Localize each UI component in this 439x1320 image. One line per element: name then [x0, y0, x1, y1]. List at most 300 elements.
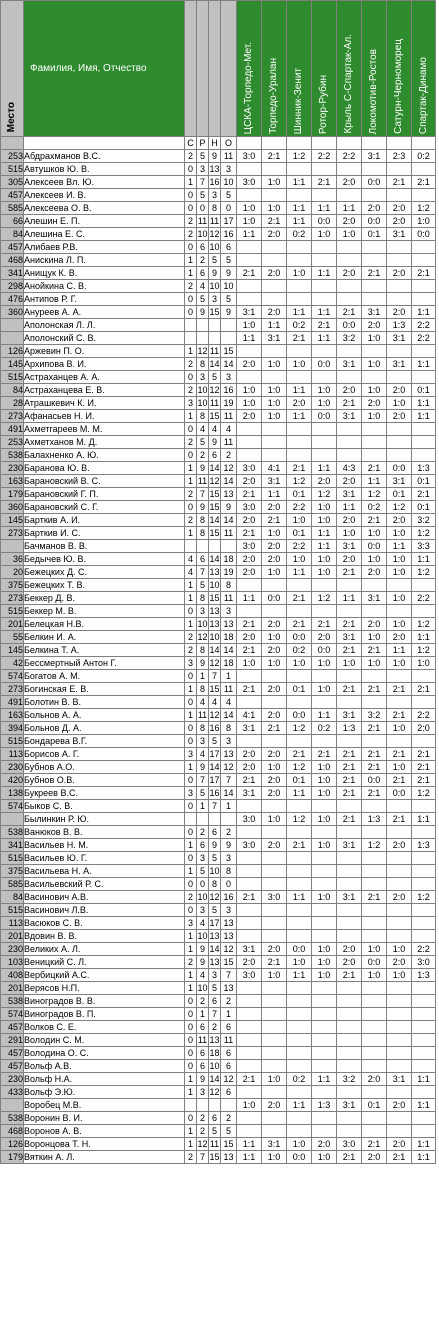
name-cell: Барановский В. С. — [24, 475, 185, 488]
table-row[interactable] — [1, 1008, 436, 1021]
stat-cell: 18 — [209, 1048, 220, 1058]
table-row[interactable] — [1, 943, 436, 956]
table-row[interactable] — [1, 241, 436, 254]
stat-cell: 0 — [185, 826, 197, 839]
name-cell: Великих А. Л. — [24, 943, 185, 956]
rank-cell: 28 — [1, 397, 24, 410]
result-cell — [287, 605, 312, 618]
result-cell: 3:0 — [237, 839, 262, 852]
table-row[interactable] — [1, 748, 436, 761]
result-cell: 2:0 — [387, 891, 412, 904]
table-row[interactable] — [1, 319, 436, 332]
table-row[interactable] — [1, 1151, 436, 1164]
result-cell — [312, 865, 337, 878]
stat-cell: 13 — [221, 1151, 237, 1164]
match-header-2[interactable] — [262, 1, 287, 137]
table-row[interactable] — [1, 1138, 436, 1151]
table-row[interactable] — [1, 436, 436, 449]
result-cell: 2:0 — [262, 943, 287, 956]
result-cell: 3:1 — [337, 410, 362, 423]
name-cell: Верясов Н.П. — [24, 982, 185, 995]
stat-cell: 2 — [197, 449, 209, 462]
result-cell — [237, 696, 262, 709]
result-cell: 0:2 — [312, 722, 337, 735]
stat-cell: 8 — [197, 683, 209, 696]
stat-cell: 14 — [221, 358, 237, 371]
result-cell: 1:2 — [412, 644, 436, 657]
stat-cell: 15 — [209, 684, 220, 694]
result-cell — [412, 1021, 436, 1034]
table-row[interactable] — [1, 410, 436, 423]
result-cell: 1:1 — [287, 202, 312, 215]
result-cell: 1:1 — [287, 215, 312, 228]
table-row[interactable] — [1, 462, 436, 475]
stat-cell: 9 — [209, 267, 221, 280]
result-cell — [312, 579, 337, 592]
table-row[interactable] — [1, 670, 436, 683]
stat-cell: 1 — [221, 670, 237, 683]
result-cell — [262, 735, 287, 748]
stat-cell: 7 — [209, 800, 221, 813]
result-cell: 2:0 — [387, 956, 412, 969]
stat-cell: 9 — [197, 1073, 209, 1086]
table-row[interactable] — [1, 631, 436, 644]
table-row[interactable] — [1, 566, 436, 579]
result-cell: 1:1 — [412, 1073, 436, 1086]
result-cell: 0:1 — [287, 527, 312, 540]
table-row[interactable] — [1, 501, 436, 514]
stat-cell: 2 — [185, 514, 197, 527]
result-cell — [337, 436, 362, 449]
result-cell — [287, 280, 312, 293]
result-cell — [362, 1034, 387, 1047]
rank-cell: 360 — [1, 501, 24, 514]
result-cell — [362, 800, 387, 813]
table-row[interactable] — [1, 930, 436, 943]
result-cell: 2:1 — [237, 1073, 262, 1086]
table-row[interactable] — [1, 1047, 436, 1060]
table-row[interactable] — [1, 215, 436, 228]
table-row[interactable] — [1, 865, 436, 878]
result-cell: 3:1 — [262, 475, 287, 488]
stat-cell — [197, 332, 209, 345]
stat-cell: 1 — [197, 1008, 209, 1021]
result-cell: 2:0 — [362, 566, 387, 579]
result-cell — [362, 670, 387, 683]
table-row[interactable] — [1, 1021, 436, 1034]
table-row[interactable] — [1, 384, 436, 397]
stat-cell: 4 — [221, 423, 237, 436]
result-cell — [237, 241, 262, 254]
result-cell: 1:0 — [312, 956, 337, 969]
table-row[interactable] — [1, 423, 436, 436]
stat-cell: 3 — [185, 748, 197, 761]
result-cell: 0:2 — [287, 319, 312, 332]
table-row[interactable] — [1, 1060, 436, 1073]
result-cell — [412, 735, 436, 748]
table-row[interactable] — [1, 956, 436, 969]
stat-cell: 6 — [221, 1047, 237, 1060]
name-cell: Автушков Ю. В. — [24, 163, 185, 176]
result-cell: 1:0 — [387, 969, 412, 982]
stat-cell: 1 — [185, 1138, 197, 1151]
stat-cell: 12 — [221, 462, 237, 475]
name-cell: Больнов Д. А. — [24, 722, 185, 735]
match-header-6[interactable] — [362, 1, 387, 137]
stat-cell: 0 — [197, 878, 209, 891]
rank-cell: 408 — [1, 969, 24, 982]
stat-cell: 1 — [185, 839, 197, 852]
result-cell — [237, 826, 262, 839]
table-row[interactable] — [1, 592, 436, 605]
stat-cell: 12 — [221, 943, 237, 956]
table-row[interactable] — [1, 267, 436, 280]
stat-cell: 11 — [197, 216, 208, 226]
table-row[interactable] — [1, 202, 436, 215]
table-row[interactable] — [1, 449, 436, 462]
result-cell: 2:1 — [387, 748, 412, 761]
match-label: Шинник-Зенит — [293, 67, 304, 134]
stat-cell: 0 — [185, 189, 197, 202]
stat-cell: 14 — [221, 709, 237, 722]
result-cell — [387, 241, 412, 254]
result-cell — [262, 826, 287, 839]
result-cell — [412, 280, 436, 293]
rank-cell: 457 — [1, 241, 24, 254]
result-cell — [412, 1008, 436, 1021]
result-cell: 2:1 — [337, 397, 362, 410]
result-cell — [262, 163, 287, 176]
stat-cell: 4 — [185, 566, 197, 579]
name-cell: Борисов А. Г. — [24, 748, 185, 761]
result-cell: 2:1 — [362, 514, 387, 527]
result-cell: 3:1 — [387, 332, 412, 345]
stat-cell: 2 — [185, 956, 197, 969]
table-row[interactable] — [1, 917, 436, 930]
result-cell: 2:0 — [262, 540, 287, 553]
name-header[interactable]: Фамилия, Имя, Отчество — [24, 1, 185, 137]
result-cell — [287, 826, 312, 839]
stat-cell: 8 — [197, 410, 209, 423]
result-cell: 2:0 — [262, 1099, 287, 1112]
stat-cell: 2 — [185, 436, 197, 449]
result-cell — [237, 254, 262, 267]
table-row[interactable] — [1, 1112, 436, 1125]
result-cell — [387, 293, 412, 306]
result-cell: 1:1 — [412, 1099, 436, 1112]
stat-cell: 14 — [209, 944, 220, 954]
result-cell — [337, 1086, 362, 1099]
table-row[interactable] — [1, 527, 436, 540]
table-row[interactable] — [1, 475, 436, 488]
result-cell — [337, 852, 362, 865]
rank-cell: 476 — [1, 293, 24, 306]
stat-cell: 5 — [209, 254, 221, 267]
rank-cell: 457 — [1, 1060, 24, 1073]
table-row[interactable] — [1, 579, 436, 592]
name-cell: Бежецких Д. С. — [24, 566, 185, 579]
rank-header[interactable] — [1, 1, 24, 137]
result-cell — [387, 436, 412, 449]
stat-cell: 6 — [197, 839, 209, 852]
name-cell: Виноградов В. В. — [24, 995, 185, 1008]
table-row[interactable] — [1, 150, 436, 163]
stat-cell: 3 — [197, 904, 209, 917]
stat-label: Н — [209, 137, 221, 150]
rank-cell: 273 — [1, 410, 24, 423]
result-cell: 1:1 — [337, 592, 362, 605]
result-cell: 1:1 — [412, 397, 436, 410]
result-cell: 1:2 — [287, 761, 312, 774]
result-cell — [312, 605, 337, 618]
result-cell — [412, 670, 436, 683]
result-cell: 2:0 — [262, 228, 287, 241]
name-cell: Воронов А. В. — [24, 1125, 185, 1138]
result-cell — [337, 930, 362, 943]
result-cell: 2:1 — [362, 1138, 387, 1151]
stat-cell: 7 — [197, 774, 209, 787]
table-row[interactable] — [1, 774, 436, 787]
stat-cell: 10 — [209, 1061, 220, 1071]
result-cell — [387, 735, 412, 748]
stat-cell: 1 — [185, 943, 197, 956]
table-row[interactable] — [1, 306, 436, 319]
stat-cell: 10 — [197, 385, 208, 395]
table-row[interactable] — [1, 397, 436, 410]
table-row[interactable] — [1, 800, 436, 813]
stat-cell: 7 — [209, 1008, 221, 1021]
rank-cell — [1, 813, 24, 826]
result-cell — [312, 189, 337, 202]
result-cell: 2:0 — [237, 358, 262, 371]
result-cell — [312, 163, 337, 176]
result-cell: 0:1 — [362, 1099, 387, 1112]
result-cell — [262, 345, 287, 358]
table-row[interactable] — [1, 878, 436, 891]
match-header-8[interactable] — [412, 1, 436, 137]
table-row[interactable] — [1, 761, 436, 774]
table-row[interactable] — [1, 540, 436, 553]
result-cell: 3:1 — [237, 306, 262, 319]
result-cell: 2:2 — [287, 501, 312, 514]
stat-cell: 6 — [221, 1021, 237, 1034]
match-header-5[interactable] — [337, 1, 362, 137]
stat-cell — [185, 1099, 197, 1112]
table-row[interactable] — [1, 709, 436, 722]
table-row[interactable] — [1, 371, 436, 384]
result-cell: 2:1 — [387, 709, 412, 722]
table-row[interactable] — [1, 696, 436, 709]
table-row[interactable] — [1, 332, 436, 345]
match-label: Торпедо-Уралан — [268, 58, 279, 134]
rank-cell: 273 — [1, 592, 24, 605]
name-cell: Алешина Е. С. — [24, 228, 185, 241]
table-row[interactable] — [1, 345, 436, 358]
stat-cell: 2 — [185, 358, 197, 371]
name-cell: Васюков С. В. — [24, 917, 185, 930]
stat-cell: 2 — [197, 1125, 209, 1138]
table-row[interactable] — [1, 189, 436, 202]
result-cell: 1:0 — [412, 657, 436, 670]
rank-cell: 201 — [1, 982, 24, 995]
result-cell — [337, 1112, 362, 1125]
rank-cell: 360 — [1, 306, 24, 319]
name-cell: Вольф А.В. — [24, 1060, 185, 1073]
result-cell: 1:2 — [387, 501, 412, 514]
table-row[interactable] — [1, 553, 436, 566]
result-cell: 1:1 — [237, 592, 262, 605]
result-cell — [237, 1125, 262, 1138]
table-row[interactable] — [1, 787, 436, 800]
stat-cell: 11 — [197, 1035, 208, 1045]
table-row[interactable] — [1, 839, 436, 852]
result-cell: 4:3 — [337, 462, 362, 475]
table-row[interactable] — [1, 358, 436, 371]
table-row[interactable] — [1, 605, 436, 618]
result-cell: 3:0 — [237, 150, 262, 163]
result-cell: 2:0 — [262, 748, 287, 761]
stat-cell: 19 — [221, 566, 237, 579]
rank-cell: 515 — [1, 605, 24, 618]
table-row[interactable] — [1, 1034, 436, 1047]
result-cell: 3:1 — [387, 358, 412, 371]
stat-cell: 18 — [221, 631, 237, 644]
result-cell — [237, 904, 262, 917]
table-row[interactable] — [1, 683, 436, 696]
table-row[interactable] — [1, 514, 436, 527]
table-row[interactable] — [1, 254, 436, 267]
stat-cell: 11 — [209, 346, 220, 356]
table-row[interactable] — [1, 995, 436, 1008]
match-label: Сатурн-Черноморец — [393, 39, 404, 134]
table-row[interactable] — [1, 1073, 436, 1086]
table-row[interactable] — [1, 163, 436, 176]
name-cell: Бежецких Т. В. — [24, 579, 185, 592]
table-row[interactable] — [1, 735, 436, 748]
rank-cell: 457 — [1, 1021, 24, 1034]
table-row[interactable] — [1, 1099, 436, 1112]
result-cell — [412, 436, 436, 449]
stat-cell: 0 — [185, 1047, 197, 1060]
match-label: Локомотив-Ростов — [368, 48, 379, 134]
table-row[interactable] — [1, 1086, 436, 1099]
result-cell: 1:0 — [412, 215, 436, 228]
result-cell: 2:1 — [262, 150, 287, 163]
stat-cell: 0 — [185, 696, 197, 709]
result-cell: 1:1 — [387, 644, 412, 657]
stat-cell: 7 — [221, 774, 237, 787]
result-cell: 0:2 — [287, 1073, 312, 1086]
result-cell — [337, 163, 362, 176]
match-header-7[interactable] — [387, 1, 412, 137]
result-cell: 0:2 — [412, 150, 436, 163]
stat-cell: 0 — [185, 202, 197, 215]
result-cell — [262, 436, 287, 449]
stat-cell: 13 — [209, 164, 220, 174]
result-cell: 2:0 — [237, 410, 262, 423]
rank-cell: 253 — [1, 436, 24, 449]
result-cell — [362, 696, 387, 709]
result-cell — [337, 735, 362, 748]
table-row[interactable] — [1, 722, 436, 735]
result-cell: 3:2 — [412, 514, 436, 527]
stat-cell: 13 — [221, 917, 237, 930]
result-cell: 1:3 — [412, 839, 436, 852]
stat-cell: 2 — [185, 215, 197, 228]
stat-cell — [185, 319, 197, 332]
table-row[interactable] — [1, 280, 436, 293]
rank-cell — [1, 1099, 24, 1112]
result-cell: 1:1 — [412, 358, 436, 371]
match-label: Спартак-Динамо — [417, 56, 429, 134]
result-cell: 1:1 — [287, 306, 312, 319]
rank-cell: 515 — [1, 852, 24, 865]
stat-cell: 13 — [209, 619, 220, 629]
result-cell — [312, 1047, 337, 1060]
name-cell: Воробец М.В. — [24, 1099, 185, 1112]
result-cell: 3:0 — [237, 969, 262, 982]
table-row[interactable] — [1, 826, 436, 839]
table-row[interactable] — [1, 176, 436, 189]
stat-cell: 3 — [221, 852, 237, 865]
table-row[interactable] — [1, 982, 436, 995]
match-header-3[interactable] — [287, 1, 312, 137]
table-row[interactable] — [1, 969, 436, 982]
result-cell: 2:0 — [362, 1151, 387, 1164]
rank-cell: 126 — [1, 1138, 24, 1151]
stat-label: О — [221, 137, 237, 150]
result-cell: 2:1 — [287, 592, 312, 605]
table-row[interactable] — [1, 813, 436, 826]
name-cell: Аполонская Л. Л. — [24, 319, 185, 332]
result-cell — [237, 1060, 262, 1073]
table-row[interactable] — [1, 488, 436, 501]
stat-cell: 12 — [197, 346, 208, 356]
rank-cell: 457 — [1, 189, 24, 202]
result-cell — [337, 371, 362, 384]
result-cell: 3:0 — [412, 956, 436, 969]
result-cell — [287, 1125, 312, 1138]
table-row[interactable] — [1, 904, 436, 917]
table-row[interactable] — [1, 644, 436, 657]
match-header-1[interactable] — [237, 1, 262, 137]
result-cell — [237, 605, 262, 618]
stat-cell — [197, 1099, 209, 1112]
result-cell: 3:1 — [337, 891, 362, 904]
result-cell: 2:0 — [237, 566, 262, 579]
result-cell — [312, 735, 337, 748]
table-row[interactable] — [1, 1125, 436, 1138]
result-cell — [387, 696, 412, 709]
table-row[interactable] — [1, 852, 436, 865]
table-row[interactable] — [1, 657, 436, 670]
table-row[interactable] — [1, 293, 436, 306]
stat-cell: 1 — [185, 865, 197, 878]
table-row[interactable] — [1, 891, 436, 904]
name-cell: Бедычев Ю. В. — [24, 553, 185, 566]
stat-cell: 0 — [185, 670, 197, 683]
result-cell: 1:0 — [312, 787, 337, 800]
match-header-4[interactable] — [312, 1, 337, 137]
table-row[interactable] — [1, 618, 436, 631]
result-cell: 1:3 — [387, 319, 412, 332]
result-cell — [287, 449, 312, 462]
result-cell — [262, 137, 287, 150]
table-row[interactable] — [1, 228, 436, 241]
result-cell: 0:0 — [362, 540, 387, 553]
result-cell — [412, 293, 436, 306]
result-cell — [337, 254, 362, 267]
